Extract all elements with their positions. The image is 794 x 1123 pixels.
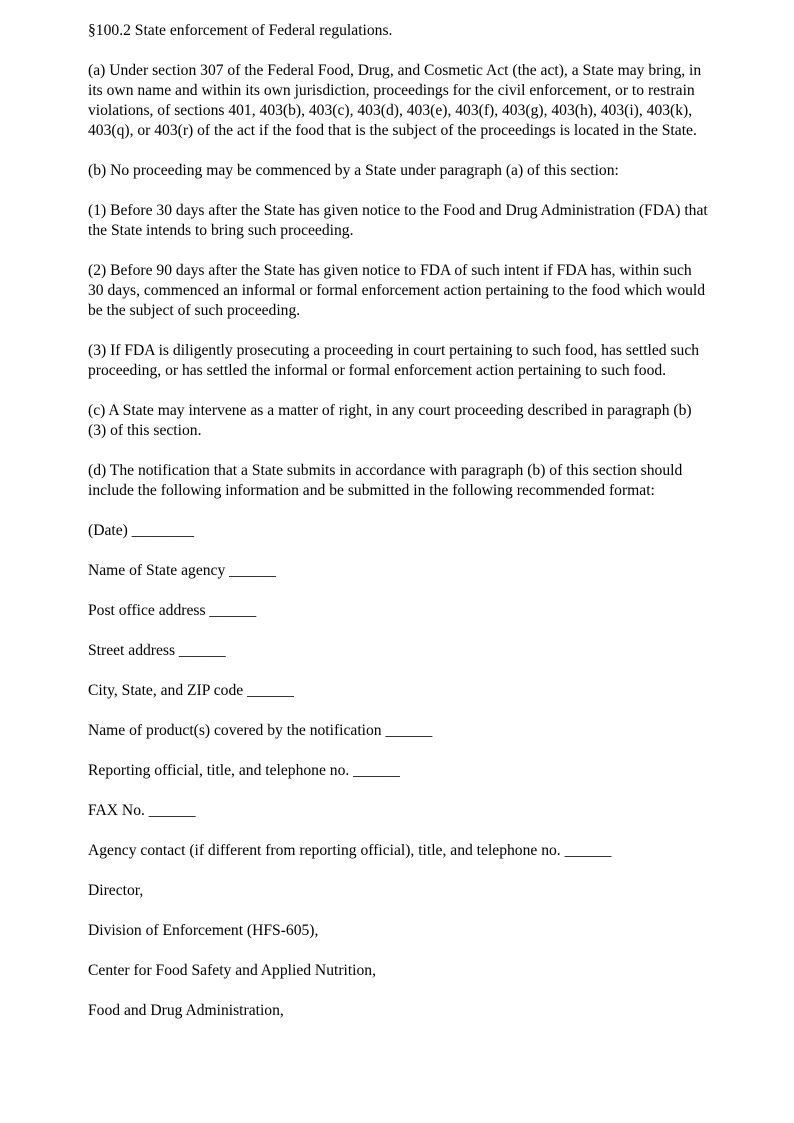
field-post-office-address: Post office address ______ <box>88 602 257 619</box>
field-date: (Date) ________ <box>88 522 195 539</box>
field-state-agency: Name of State agency ______ <box>88 562 276 579</box>
paragraph-b: (b) No proceeding may be commenced by a State under paragraph (a) of this section: <box>88 162 619 179</box>
field-street-address: Street address ______ <box>88 642 226 659</box>
paragraph-b-1: (1) Before 30 days after the State has given notice to the Food and Drug Administration (FDA) that the State intends to bring such proceeding. <box>88 202 708 239</box>
paragraph-b-2: (2) Before 90 days after the State has given notice to FDA of such intent if FDA has, within such 30 days, commenced an informal or formal enforcement action pertaining to the food which would be the subject of such proceeding. <box>88 262 706 319</box>
paragraph-c: (c) A State may intervene as a matter of right, in any court proceeding described in paragraph (b)(3) of this section. <box>88 402 692 439</box>
field-reporting-official: Reporting official, title, and telephone no. ______ <box>88 762 400 779</box>
section-heading: §100.2 State enforcement of Federal regulations. <box>88 22 393 39</box>
address-line-center: Center for Food Safety and Applied Nutrition, <box>88 962 377 979</box>
paragraph-a: (a) Under section 307 of the Federal Food, Drug, and Cosmetic Act (the act), a State may bring, in its own name and within its own jurisdiction, proceedings for the civil enforcement, or to restrain violations, of sections 401, 403(b), 403(c), 403(d), 403(e), 403(f), 403(g), 403(h), 403(i), 403(k), 403(q), or 403(r) of the act if the food that is the subject of the proceedings is located in the State. <box>88 62 702 139</box>
address-line-division: Division of Enforcement (HFS-605), <box>88 922 319 939</box>
field-fax-number: FAX No. ______ <box>88 802 196 819</box>
field-product-names: Name of product(s) covered by the notification ______ <box>88 722 433 739</box>
address-line-fda: Food and Drug Administration, <box>88 1002 284 1019</box>
paragraph-b-3: (3) If FDA is diligently prosecuting a proceeding in court pertaining to such food, has settled such proceeding, or has settled the informal or formal enforcement action pertaining to such food. <box>88 342 700 379</box>
paragraph-d: (d) The notification that a State submits in accordance with paragraph (b) of this section should include the following information and be submitted in the following recommended format: <box>88 462 683 499</box>
field-agency-contact: Agency contact (if different from reporting official), title, and telephone no. ______ <box>88 842 612 859</box>
document-page <box>88 21 708 1041</box>
address-line-director: Director, <box>88 882 144 899</box>
field-city-state-zip: City, State, and ZIP code ______ <box>88 682 294 699</box>
